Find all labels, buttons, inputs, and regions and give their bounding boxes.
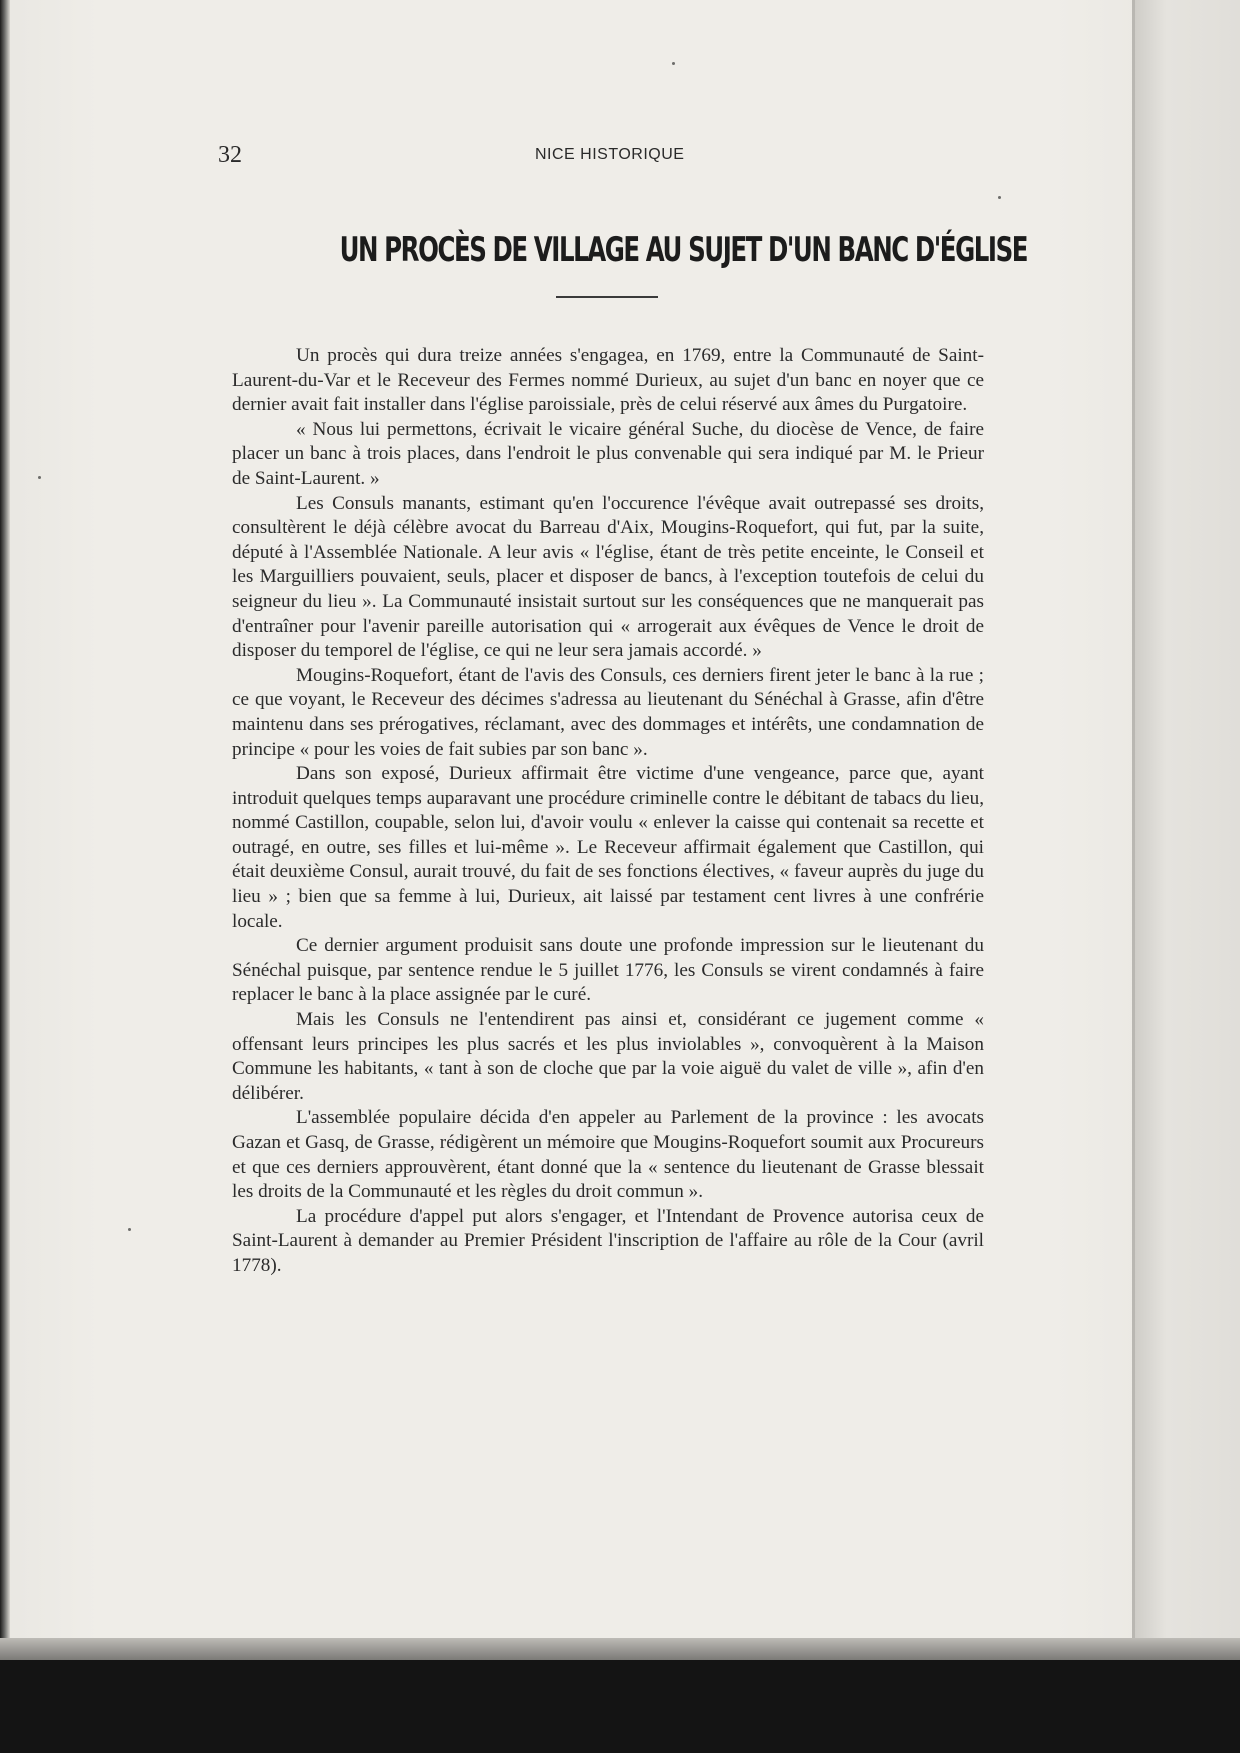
paragraph: « Nous lui permettons, écrivait le vicaire général Suche, du diocèse de Vence, de faire placer un banc à trois places, dans l'endroit le plus convenable qui sera indiqué par M. le Prieur de Saint-Laurent. » (232, 418, 984, 489)
paragraph: L'assemblée populaire décida d'en appeler au Parlement de la province : les avocats Gazan et Gasq, de Grasse, rédigèrent un mémoire que Mougins-Roquefort soumit aux Procureurs et que ces derniers approuvèrent, étant donné que la « sentence du lieutenant de Grasse blessait les droits de la Communauté et les règles du droit commun ». (232, 1107, 984, 1203)
title-divider (556, 296, 658, 298)
scan-speck (672, 62, 675, 65)
running-title: NICE HISTORIQUE (535, 146, 685, 163)
paragraph: Les Consuls manants, estimant qu'en l'occurence l'évêque avait outrepassé ses droits, consultèrent le déjà célèbre avocat du Barreau d'Aix, Mougins-Roquefort, qui fut, par la suite, député à l'Assemblée Nationale. A leur avis « l'église, étant de très petite enceinte, le Conseil et les Marguilliers pouvaient, seuls, placer et disposer de bancs, à l'exception toutefois de celui du seigneur du lieu ». La Communauté insistait surtout sur les conséquences que ne manquerait pas d'entraîner pour l'avenir pareille autorisation qui « arrogerait aux évêques de Vence le droit de disposer du temporel de l'église, ce qui ne leur sera jamais accordé. » (232, 492, 984, 662)
binding-shadow (0, 0, 10, 1753)
paragraph: Mougins-Roquefort, étant de l'avis des Consuls, ces derniers firent jeter le banc à la rue ; ce que voyant, le Receveur des décimes s'adressa au lieutenant du Sénéchal à Grasse, afin d'être maintenu dans ses prérogatives, réclamant, avec des dommages et intérêts, une condamnation de principe « pour les voies de fait subies par son banc ». (232, 664, 984, 760)
paragraph: Dans son exposé, Durieux affirmait être victime d'une vengeance, parce que, ayant introduit quelques temps auparavant une procédure criminelle contre le débitant de tabacs du lieu, nommé Castillon, coupable, selon lui, d'avoir voulu « enlever la caisse qui contenait sa recette et outragé, en outre, ses filles et lui-même ». Le Receveur affirmait également que Castillon, qui était deuxième Consul, aurait trouvé, du fait de ses fonctions électives, « faveur auprès du juge du lieu » ; bien que sa femme à lui, Durieux, ait laissé par testament cent livres à une confrérie locale. (232, 763, 984, 932)
scan-speck (38, 476, 41, 479)
scan-speck (998, 196, 1001, 199)
article-title: UN PROCÈS DE VILLAGE AU SUJET D'UN BANC D'ÉGLISE (339, 230, 1028, 270)
scan-speck (128, 1228, 131, 1231)
page-header (0, 142, 1240, 172)
paragraph: Ce dernier argument produisit sans doute une profonde impression sur le lieutenant du Sénéchal puisque, par sentence rendue le 5 juillet 1776, les Consuls se virent condamnés à faire replacer le banc à la place assignée par le curé. (232, 935, 984, 1006)
paragraph: La procédure d'appel put alors s'engager, et l'Intendant de Provence autorisa ceux de Saint-Laurent à demander au Premier Président l'inscription de l'affaire au rôle de la Cour (avril 1778). (232, 1205, 984, 1276)
page-number: 32 (218, 142, 242, 168)
scan-bottom-shadow (0, 1638, 1240, 1660)
paragraph: Un procès qui dura treize années s'engagea, en 1769, entre la Communauté de Saint-Laurent-du-Var et le Receveur des Fermes nommé Durieux, au sujet d'un banc en noyer que ce dernier avait fait installer dans l'église paroissiale, près de celui réservé aux âmes du Purgatoire. (232, 345, 984, 416)
paragraph: Mais les Consuls ne l'entendirent pas ainsi et, considérant ce jugement comme « offensant leurs principes les plus sacrés et les plus inviolables », convoquèrent à la Maison Commune les habitants, « tant à son de cloche que par la voie aiguë du valet de ville », afin d'en délibérer. (232, 1009, 984, 1104)
article-body (232, 344, 984, 1279)
scan-bottom-border (0, 1660, 1240, 1753)
adjacent-page-strip (1135, 0, 1240, 1670)
